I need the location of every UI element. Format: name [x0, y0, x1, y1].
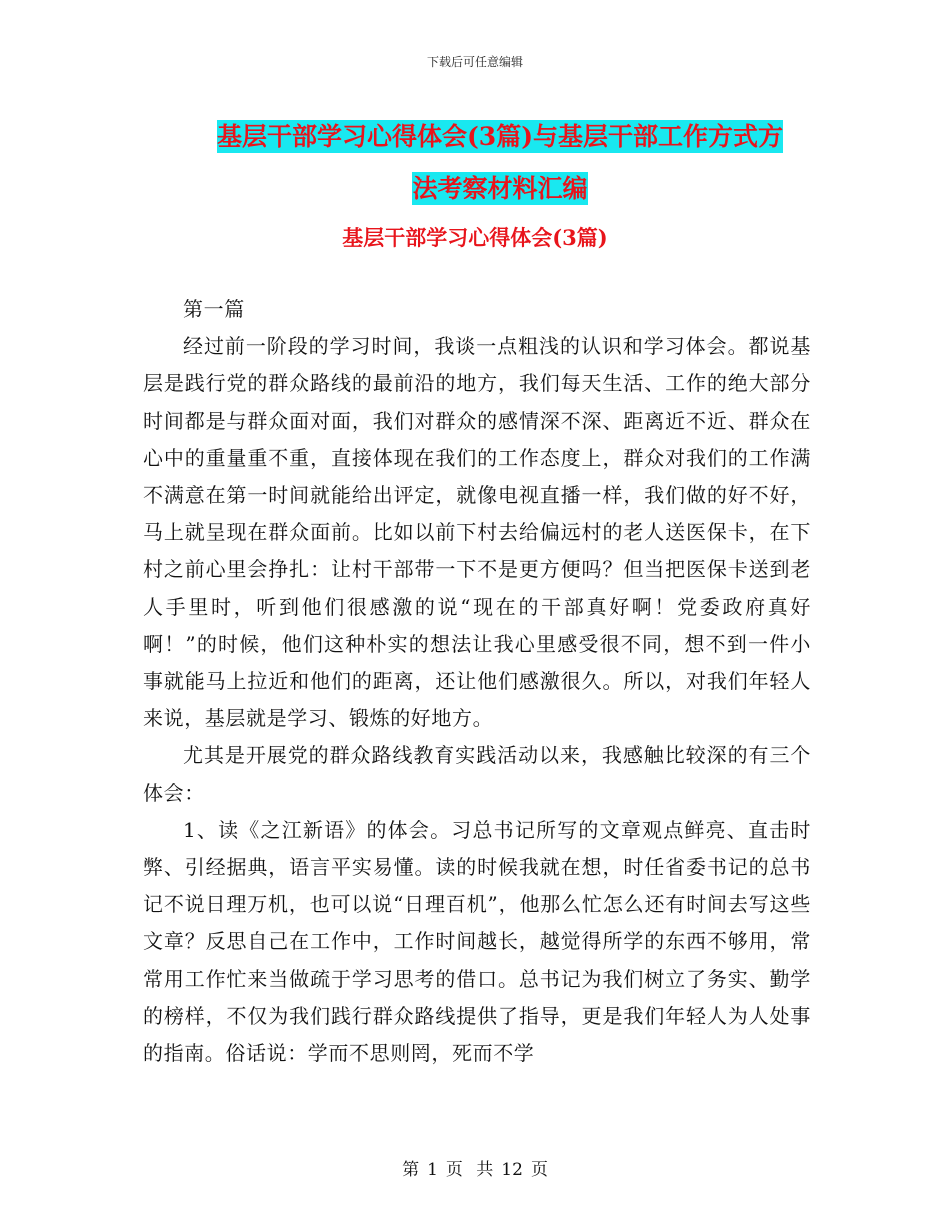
- footer-middle: 页 共: [445, 1160, 494, 1180]
- title-line-2: 法考察材料汇编: [412, 174, 588, 203]
- document-title: [140, 111, 860, 215]
- footer-suffix: 页: [530, 1160, 548, 1180]
- paragraph: 经过前一阶段的学习时间，我谈一点粗浅的认识和学习体会。都说基层是践行党的群众路线的最前沿的地方，我们每天生活、工作的绝大部分时间都是与群众面对面，我们对群众的感情深不深、距离近不近、群众在心中的重量重不重，直接体现在我们的工作态度上，群众对我们的工作满不满意在第一时间就能给出评定，就像电视直播一样，我们做的好不好，马上就呈现在群众面前。比如以前下村去给偏远村的老人送医保卡，在下村之前心里会挣扎：让村干部带一下不是更方便吗？但当把医保卡送到老人手里时，听到他们很感激的说“现在的干部真好啊！党委政府真好啊！”的时候，他们这种朴实的想法让我心里感受很不同，想不到一件小事就能马上拉近和他们的距离，还让他们感激很久。所以，对我们年轻人来说，基层就是学习、锻炼的好地方。: [143, 334, 811, 731]
- title-line-1: 基层干部学习心得体会(3篇)与基层干部工作方式方: [216, 122, 784, 151]
- footer-prefix: 第: [402, 1160, 420, 1180]
- page-footer: [0, 1155, 950, 1180]
- paragraph: 尤其是开展党的群众路线教育实践活动以来，我感触比较深的有三个体会：: [143, 743, 811, 805]
- paragraph: 1、读《之江新语》的体会。习总书记所写的文章观点鲜亮、直击时弊、引经据典，语言平实易懂。读的时候我就在想，时任省委书记的总书记不说日理万机，也可以说“日理百机”，他那么忙怎么还有时间去写这些文章？反思自己在工作中，工作时间越长，越觉得所学的东西不够用，常常用工作忙来当做疏于学习思考的借口。总书记为我们树立了务实、勤学的榜样，不仅为我们践行群众路线提供了指导，更是我们年轻人为人处事的指南。俗话说：学而不思则罔，死而不学: [143, 817, 811, 1066]
- page-number: 1: [427, 1160, 438, 1180]
- header-note: 下载后可任意编辑: [426, 55, 523, 69]
- body-text: [143, 291, 811, 1072]
- section-title: 基层干部学习心得体会(3篇): [342, 225, 608, 250]
- page-total: 12: [501, 1160, 523, 1180]
- paragraph: 第一篇: [183, 297, 245, 321]
